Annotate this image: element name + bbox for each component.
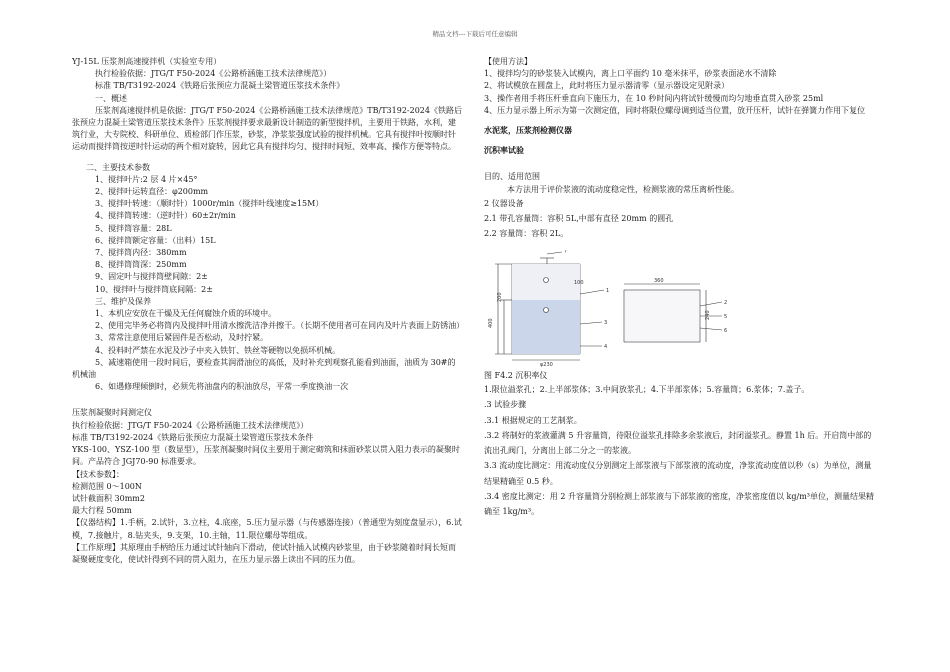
apparatus-drawing bbox=[484, 250, 876, 368]
usage-step: 3、操作者用手将压杆垂直向下施压力，在 10 秒时间内将试针缓慢而均匀地垂直贯入砂浆 25ml bbox=[484, 93, 824, 103]
usage-step: 1、搅拌均匀的砂浆装入试模内，离上口平面约 10 毫米抹平，砂浆表面泌水不清除 bbox=[484, 69, 777, 79]
spec-item: 7、搅拌筒内径：380mm bbox=[95, 248, 187, 258]
equipment-heading: 2 仪器设备 bbox=[484, 198, 524, 208]
page-header: 精品文档---下载后可任意编辑 bbox=[432, 30, 518, 38]
test-step: .3.4 密度比测定：用 2 升容量筒分别检测上部浆液与下部浆液的密度，净浆密度值以 kg/m³单位，测量结果精确至 1kg/m³。 bbox=[484, 492, 874, 517]
instrument-structure: 【仪器结构】1.手柄，2.试针，3.立柱，4.底座，5.压力显示器（与传感器连接）（普通型为刻度盘显示），6.试模，7.接触片，8.钻夹头，9.支架，10.主轴，11.限位螺母等组成。 bbox=[72, 518, 462, 540]
tech-param: 检测范围 0～100N bbox=[72, 481, 142, 491]
figure-caption: 图 F4.2 沉积率仪 bbox=[484, 370, 548, 380]
instruments-heading: 水泥浆，压浆剂检测仪器 bbox=[484, 126, 572, 136]
maintenance-item: 6、如遇修理倾倒时，必须先将油盘内的积油放尽，平常一季度换油一次 bbox=[95, 382, 349, 392]
spec-item: 3、搅拌叶转速：（顺时针）1000r/min（搅拌叶线速度≥15M） bbox=[95, 199, 324, 209]
dim-360: 360 bbox=[654, 277, 664, 284]
setting-meter-standard-2: 标准 TB/T3192-2024《铁路后张预应力混凝土梁管道压浆技术条件 bbox=[72, 432, 314, 442]
sedimentation-test-heading: 沉积率试验 bbox=[484, 146, 524, 156]
dim-phi230: φ230 bbox=[540, 361, 553, 368]
mixer-standard-1: 执行检验依据：JTG/T F50-2024《公路桥涵施工技术法律规范》） bbox=[95, 69, 332, 79]
test-step: .3.1 根据规定的工艺制浆。 bbox=[484, 415, 582, 425]
callout-5: 5 bbox=[724, 313, 728, 320]
purpose-heading: 目的、适用范围 bbox=[484, 172, 540, 182]
test-step: .3.2 将制好的浆液灌满 5 升容量筒，待限位溢浆孔排除多余浆液后，封闭溢浆孔。静置 1h 后。开启筒中部的流出孔阀门，分离出上部二分之一的浆液。 bbox=[484, 430, 872, 456]
section-overview-heading: 一、概述 bbox=[95, 93, 127, 103]
spec-item: 8、搅拌筒筒深：250mm bbox=[95, 260, 187, 270]
maintenance-item: 1、本机应安放在干燥及无任何腐蚀介质的环境中。 bbox=[95, 309, 277, 319]
test-step: 3.3 流动度比测定：用流动度仪分别测定上部浆液与下部浆液的流动度，净浆流动度值以秒（s）为单位，测量结果精确至 0.5 秒。 bbox=[484, 461, 872, 486]
working-principle: 【工作原理】其原理由手柄给压力通过试针轴向下滑动，使试针插入试模内砂浆里，由于砂浆随着时间长短而凝聚硬度变化，使试针得到不同的贯入阻力，在压力显示器上读出不同的压力值。 bbox=[72, 542, 456, 564]
section-specs-heading: 二、主要技术参数 bbox=[86, 162, 150, 172]
spec-item: 9、固定叶与搅拌筒壁间隙：2± bbox=[95, 272, 208, 282]
usage-step: 2、将试模放在圆盘上，此时将压力显示器清零（显示器设定见附录） bbox=[484, 81, 730, 91]
usage-heading: 【使用方法】 bbox=[484, 57, 532, 66]
mixer-standard-2: 标准 TB/T3192-2024《铁路后张预应力混凝土梁管道压浆技术条件》 bbox=[95, 81, 345, 91]
callout-7: 7 bbox=[564, 249, 568, 255]
setting-meter-standard-1: 执行检验依据：JTG/T F50-2024《公路桥涵施工技术法律规范》） bbox=[72, 420, 309, 430]
dim-240: 240 bbox=[705, 310, 711, 320]
maintenance-item: 4、投料时严禁在水泥及沙子中夹入铁钉、铁丝等硬物以免损坏机械。 bbox=[95, 345, 341, 355]
spec-item: 5、搅拌筒容量：28L bbox=[95, 223, 172, 233]
overflow-hole-icon bbox=[544, 277, 549, 282]
setting-meter-description: YKS-100、YSZ-100 型（数显型），压浆剂凝聚时间仪主要用于测定砌筑和抹面砂浆以贯入阻力表示的凝聚时间。产品符合 JGJ70-90 标准要求。 bbox=[72, 445, 460, 467]
sedimentation-apparatus-figure bbox=[484, 250, 876, 368]
left-column bbox=[72, 56, 465, 566]
callout-1: 1 bbox=[606, 287, 610, 294]
spec-item: 2、搅拌叶运转直径：φ200mm bbox=[95, 187, 209, 197]
discharge-hole-icon bbox=[544, 307, 549, 312]
section-maintenance-heading: 三、维护及保养 bbox=[95, 296, 151, 306]
setting-meter-title: 压浆剂凝聚时间测定仪 bbox=[72, 408, 152, 418]
tech-params-heading: 【技术参数】： bbox=[72, 469, 124, 479]
equipment-item: 2.2 容量筒：容积 2L。 bbox=[484, 229, 569, 239]
right-column bbox=[484, 56, 876, 520]
mixer-title: YJ-15L 压浆剂高速搅拌机（实验室专用） bbox=[72, 57, 222, 66]
spec-item: 6、搅拌筒额定容量：（出料）15L bbox=[95, 235, 216, 245]
spec-item: 4、搅拌筒转速：（逆时针）60±2r/min bbox=[95, 211, 236, 221]
volume-cylinder bbox=[625, 291, 699, 341]
callout-2: 2 bbox=[724, 299, 728, 306]
tech-param: 最大行程 50mm bbox=[72, 506, 132, 516]
callout-3: 3 bbox=[604, 319, 608, 326]
equipment-item: 2.1 带孔容量筒：容积 5L,中部有直径 20mm 的圆孔 bbox=[484, 214, 674, 224]
maintenance-item: 3、常常注意使用后紧固件是否松动，及时拧紧。 bbox=[95, 333, 269, 343]
maintenance-item: 2、使用完毕务必将筒内及搅拌叶用清水擦洗洁净并擦干。（长期不使用者可在同内及叶片表面上防锈油） bbox=[95, 321, 465, 331]
figure-legend: 1.限位溢浆孔；2.上半部浆体；3.中间放浆孔；4.下半部浆体；5.容量筒；6.浆体；7.盖子。 bbox=[484, 384, 810, 394]
dim-400: 400 bbox=[488, 318, 494, 328]
dim-100: 100 bbox=[574, 279, 584, 286]
maintenance-item: 5、减速箱使用一段时间后，要检查其润滑油位的高低，及时补充到观察孔能看到油面，油质为 30#的机械油 bbox=[72, 357, 456, 380]
callout-4: 4 bbox=[604, 343, 608, 350]
spec-item: 1、搅拌叶片:2 层 4 片×45° bbox=[95, 174, 198, 184]
overview-paragraph: 压浆剂高速搅拌机是依据：JTG/T F50-2024《公路桥涵施工技术法律规范》TB/T3192-2024《铁路后张预应力混凝土梁管道压浆技术条件》压浆剂搅拌要求最新设计制造的新型搅拌机，主要用于铁路，水利，建筑行业，大专院校、科研单位、质检部门作压浆，砂浆，净浆浆强度试验的搅拌机械。它具有搅拌叶按顺时针运动而搅拌筒按逆时针运动的两个相对旋转，因此它具有搅拌均匀、搅拌时间短、效率高、操作方便等特点。 bbox=[72, 105, 462, 152]
purpose-text: 本方法用于评价浆液的流动度稳定性，检测浆液的常压离析性能。 bbox=[507, 184, 739, 194]
test-steps-heading: .3 试验步骤 bbox=[484, 400, 527, 410]
dim-200: 200 bbox=[497, 292, 503, 302]
usage-step: 4、压力显示器上所示为第一次测定值，同时将限位螺母调到适当位置，放开压杆，试针在弹簧力作用下复位 bbox=[484, 105, 866, 115]
callout-6: 6 bbox=[724, 327, 728, 334]
tech-param: 试针截面积 30mm2 bbox=[72, 493, 145, 503]
spec-item: 10、搅拌叶与搅拌筒底间隔：2± bbox=[95, 284, 213, 294]
